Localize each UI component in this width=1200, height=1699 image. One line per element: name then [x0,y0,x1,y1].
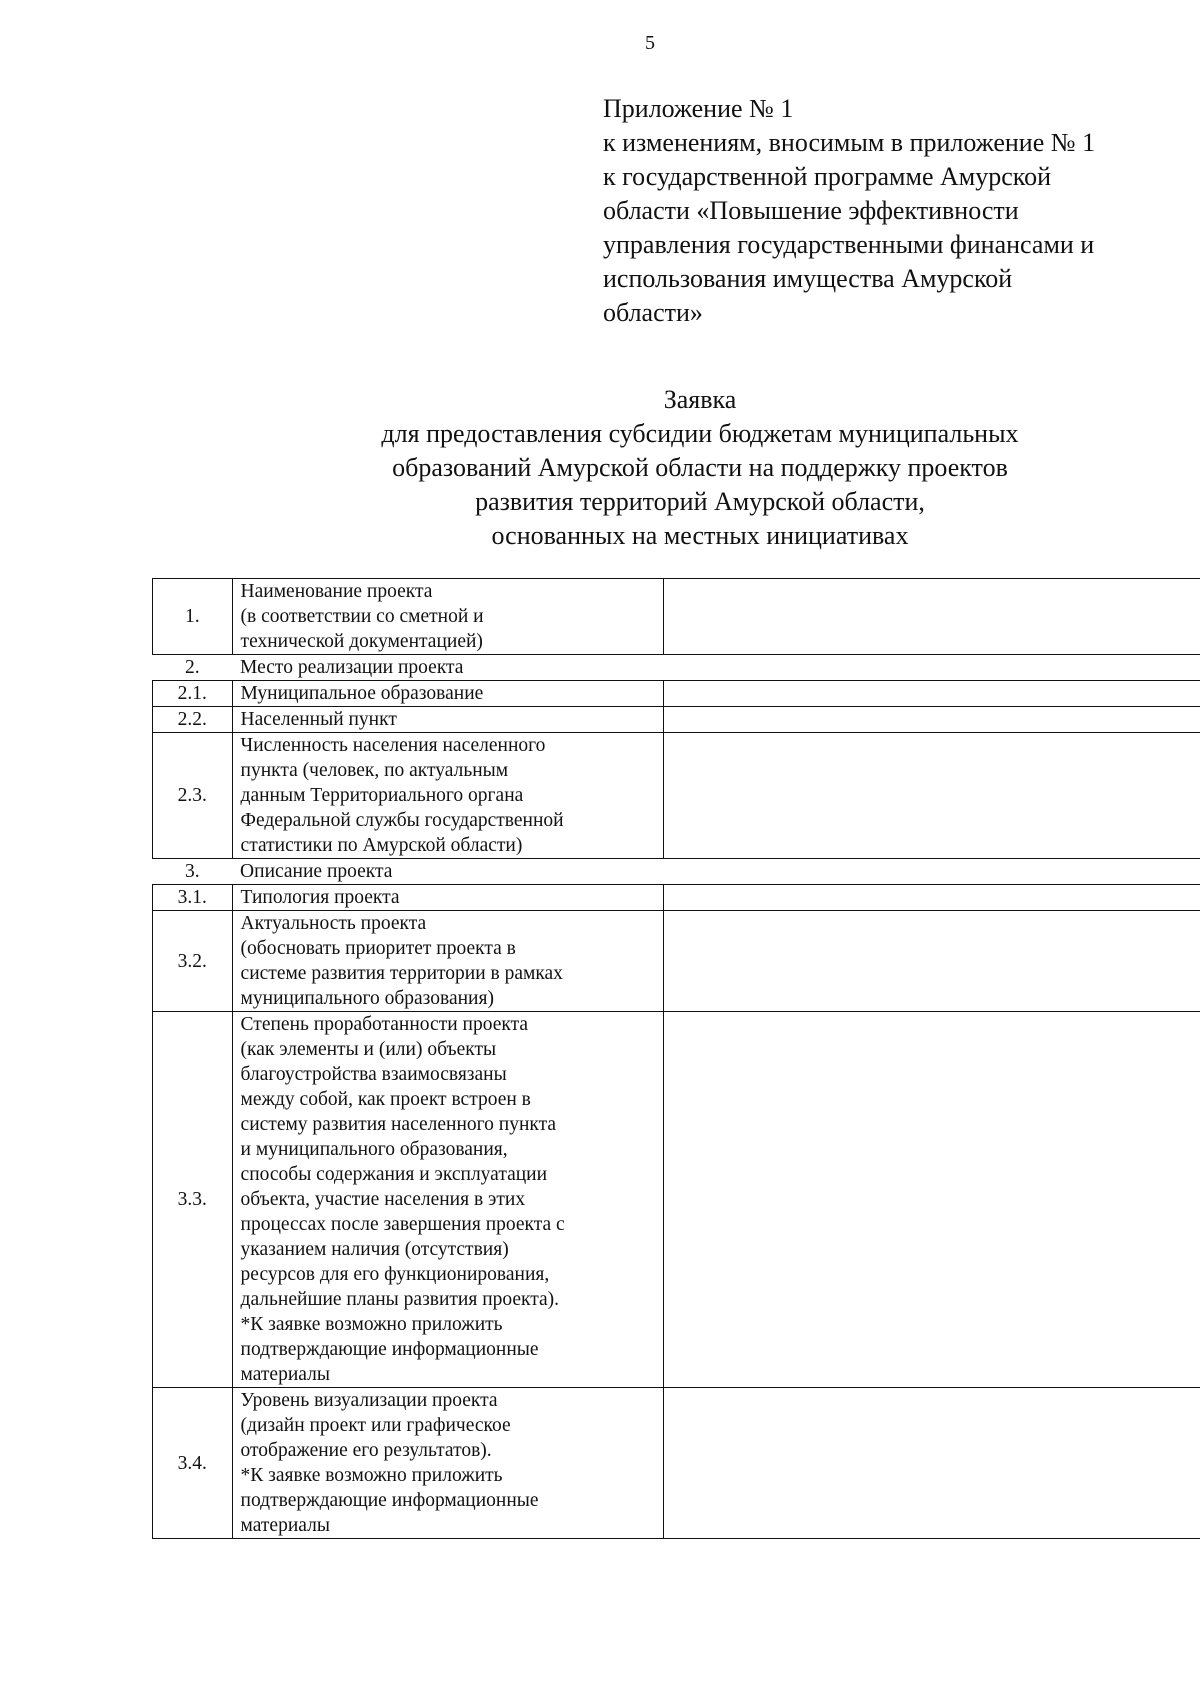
row-value-cell[interactable] [664,1388,1200,1539]
row-number: 2.1. [153,681,233,707]
row-label-line: данным Территориального органа [240,785,524,806]
row-label-line: указанием наличия (отсутствия) [240,1239,509,1260]
appendix-line: области «Повышение эффективности [603,196,1019,225]
row-label-line: Населенный пункт [240,709,397,730]
row-number: 1. [153,579,233,655]
row-label-line: отображение его результатов). [240,1440,492,1461]
row-label [232,885,664,911]
table-row [153,885,1200,911]
title-heading: Заявка [663,385,737,414]
appendix-header [603,92,1183,330]
page-number: 5 [645,32,655,54]
row-value-cell[interactable] [664,579,1200,655]
row-label-line: *К заявке возможно приложить [240,1465,503,1486]
application-form-table [152,578,1200,1539]
table-row [153,1388,1200,1539]
row-label-line: муниципального образования) [240,988,494,1009]
row-label [232,733,664,859]
row-value-cell[interactable] [664,707,1200,733]
row-label-line: Актуальность проекта [240,913,427,934]
table-row [153,1012,1200,1388]
row-label-line: Типология проекта [240,887,400,908]
row-label-line: систему развития населенного пункта [240,1114,557,1135]
row-label-line: статистики по Амурской области) [240,835,523,856]
appendix-line: к государственной программе Амурской [603,162,1051,191]
row-label-line: Численность населения населенного [240,735,546,756]
table-row [153,707,1200,733]
row-label [232,579,664,655]
row-label-line: (как элементы и (или) объекты [240,1039,497,1060]
row-number: 3.2. [153,911,233,1012]
row-label-line: благоустройства взаимосвязаны [240,1064,507,1085]
row-label-line: Федеральной службы государственной [240,810,564,831]
row-label-line: Степень проработанности проекта [240,1014,528,1035]
row-label-line: ресурсов для его функционирования, [240,1264,550,1285]
row-number: 2. [153,655,233,681]
row-label-line: материалы [240,1515,330,1536]
row-label-line: дальнейшие планы развития проекта). [240,1289,560,1310]
row-value-cell[interactable] [664,681,1200,707]
row-label-line: подтверждающие информационные [240,1490,539,1511]
row-label-line: Уровень визуализации проекта [240,1390,498,1411]
row-label-line: пункта (человек, по актуальным [240,760,509,781]
row-label [232,655,664,681]
row-number: 3. [153,859,233,885]
row-label [232,1012,664,1388]
table-row [153,579,1200,655]
row-label-line: технической документацией) [240,631,483,652]
row-label-line: объекта, участие населения в этих [240,1189,526,1210]
document-title [0,383,1200,553]
row-number: 3.4. [153,1388,233,1539]
appendix-line: к изменениям, вносимым в приложение № 1 [603,128,1096,157]
appendix-line: управления государственными финансами и [603,230,1095,259]
row-number: 2.3. [153,733,233,859]
row-label-line: Наименование проекта [240,581,433,602]
row-label [232,1388,664,1539]
row-number: 3.1. [153,885,233,911]
row-label-line: между собой, как проект встроен в [240,1089,531,1110]
row-label-line: Место реализации проекта [240,657,464,678]
row-label [232,859,664,885]
section-row [153,655,1200,681]
appendix-line: области» [603,298,703,327]
row-label-line: (в соответствии со сметной и [240,606,484,627]
row-label-line: материалы [240,1364,330,1385]
section-row [153,859,1200,885]
row-value-cell [664,655,1200,681]
row-label [232,911,664,1012]
row-label-line: (обосновать приоритет проекта в [240,938,516,959]
row-value-cell[interactable] [664,733,1200,859]
row-number: 3.3. [153,1012,233,1388]
row-label-line: Описание проекта [240,861,393,882]
title-line: образований Амурской области на поддержку проектов [392,453,1008,482]
row-label-line: Муниципальное образование [240,683,484,704]
table-row [153,911,1200,1012]
appendix-line: использования имущества Амурской [603,264,1013,293]
row-label-line: процессах после завершения проекта с [240,1214,565,1235]
row-label [232,681,664,707]
title-line: для предоставления субсидии бюджетам муниципальных [381,419,1019,448]
row-value-cell[interactable] [664,911,1200,1012]
row-label-line: подтверждающие информационные [240,1339,539,1360]
row-label-line: *К заявке возможно приложить [240,1314,503,1335]
row-label-line: и муниципального образования, [240,1139,508,1160]
row-label [232,707,664,733]
row-value-cell [664,859,1200,885]
row-label-line: системе развития территории в рамках [240,963,563,984]
row-number: 2.2. [153,707,233,733]
row-value-cell[interactable] [664,885,1200,911]
appendix-line: Приложение № 1 [603,94,794,123]
title-line: развития территорий Амурской области, [475,487,925,516]
title-line: основанных на местных инициативах [491,521,909,550]
table-row [153,733,1200,859]
table-row [153,681,1200,707]
row-value-cell[interactable] [664,1012,1200,1388]
row-label-line: (дизайн проект или графическое [240,1415,511,1436]
row-label-line: способы содержания и эксплуатации [240,1164,548,1185]
